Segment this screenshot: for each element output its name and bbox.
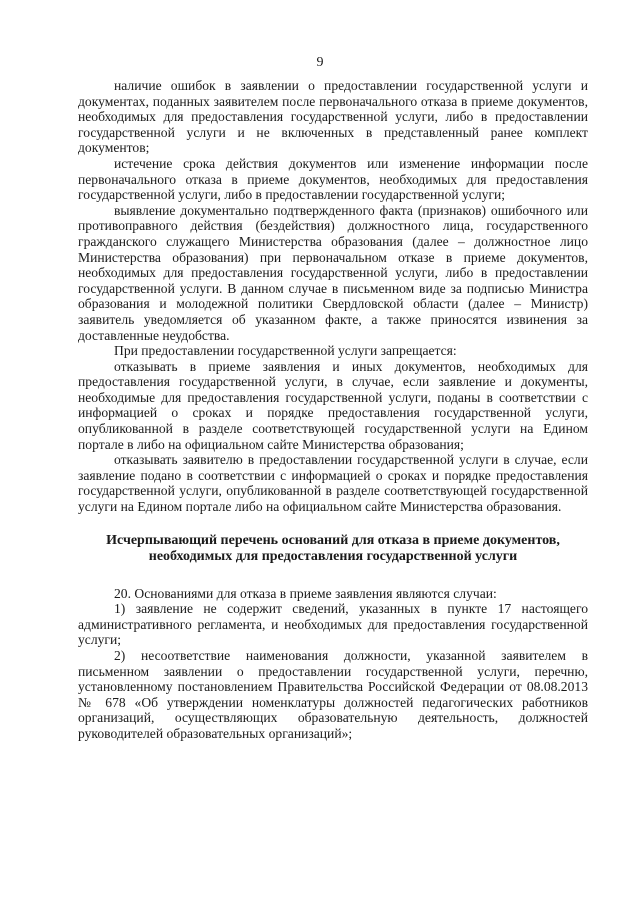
paragraph: 1) заявление не содержит сведений, указанных в пункте 17 настоящего административного регламента, и необходимых для предоставления государственной услуги; [78,601,588,648]
paragraph: 20. Основаниями для отказа в приеме заявления являются случаи: [114,585,497,601]
paragraph: отказывать заявителю в предоставлении государственной услуги в случае, если заявление подано в соответствии с информацией о сроках и порядке предоставления государственной услуги, опубликованной в разделе соответствующей государственной услуги на Едином портале либо на официальном сайте Министерства образования. [78,452,588,515]
paragraph: отказывать в приеме заявления и иных документов, необходимых для предоставления государственной услуги, в случае, если заявление и документы, необходимые для предоставления государственной услуги, поданы в соответствии с информацией о сроках и порядке предоставления государственной услуги, опубликованной в разделе соответствующей государственной услуги на Едином портале в либо на официальном сайте Министерства образования; [78,358,588,452]
section-heading: Исчерпывающий перечень оснований для отказа в приеме документов, необходимых для предоставления государственной услуги [106,532,560,565]
paragraph: выявление документально подтвержденного факта (признаков) ошибочного или противоправного действия (бездействия) должностного лица, государственного гражданского служащего Министерства образования (далее – должностное лицо Министерства образования) при первоначальном отказе в приеме документов, необходимых для предоставления государственной услуги, либо в предоставлении государственной услуги. В данном случае в письменном виде за подписью Министра образования и молодежной политики Свердловской области (далее – Министр) заявитель уведомляется об указанном факте, а также приносятся извинения за доставленные неудобства. [78,202,588,343]
document-body [78,78,588,742]
paragraph: истечение срока действия документов или изменение информации после первоначального отказа в приеме документов, необходимых для предоставления государственной услуги, либо в предоставлении государственной услуги; [78,155,588,203]
page-number: 9 [316,55,324,70]
paragraph: наличие ошибок в заявлении о предоставлении государственной услуги и документах, поданных заявителем после первоначального отказа в приеме документов, необходимых для предоставления государственной услуги, либо в предоставлении государственной услуги и не включенных в представленный ранее комплект документов; [78,78,588,156]
paragraph: 2) несоответствие наименования должности, указанной заявителем в письменном заявлении о предоставлении государственной услуги, перечню, установленному постановлением Правительства Российской Федерации от 08.08.2013 № 678 «Об утверждении номенклатуры должностей педагогических работников организаций, осуществляющих образовательную деятельность, должностей руководителей образовательных организаций»; [78,648,588,741]
paragraph: При предоставлении государственной услуги запрещается: [114,343,457,359]
